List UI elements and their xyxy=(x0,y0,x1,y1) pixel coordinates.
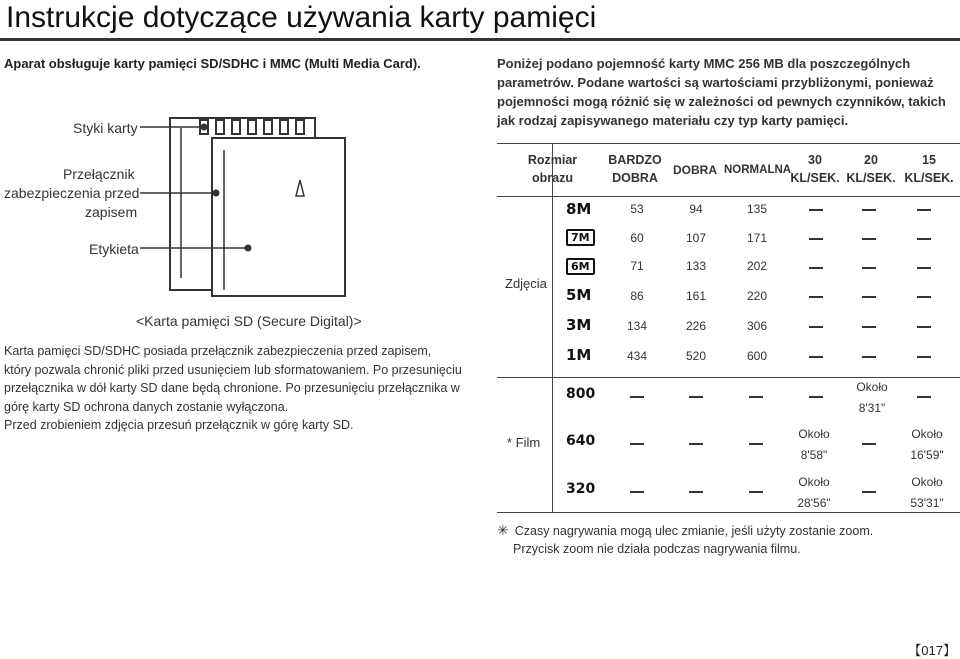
label-label: Etykieta xyxy=(89,241,139,257)
asterisk-icon: ✳ xyxy=(497,522,509,538)
header-bardzo-dobra: BARDZO DOBRA xyxy=(608,153,662,185)
cell: 226 xyxy=(685,319,707,333)
size-1m-icon: 1M xyxy=(566,346,592,364)
size-7m-icon: 7M xyxy=(566,229,595,246)
film-640-icon: 640 xyxy=(566,433,596,449)
card-caption: <Karta pamięci SD (Secure Digital)> xyxy=(136,313,362,329)
label-switch-1: Przełącznik xyxy=(63,166,135,182)
cell: 60 xyxy=(630,231,644,245)
paragraph-line: Przed zrobieniem zdjęcia przesuń przełącznik w górę karty SD. xyxy=(4,418,354,432)
page-title: Instrukcje dotyczące używania karty pamięci xyxy=(6,1,597,34)
header-size: Rozmiar obrazu xyxy=(527,153,578,185)
cell: 135 xyxy=(746,202,768,216)
header-20fps: 20 KL/SEK. xyxy=(846,153,896,185)
cell: Około 8'58" xyxy=(798,427,830,462)
cell: 86 xyxy=(630,289,644,303)
cell: 434 xyxy=(626,349,648,363)
label-contacts: Styki karty xyxy=(73,120,138,136)
cell: Około 16'59" xyxy=(910,427,944,462)
film-320-icon: 320 xyxy=(566,481,596,497)
left-intro: Aparat obsługuje karty pamięci SD/SDHC i MMC (Multi Media Card). xyxy=(4,56,421,71)
group-film: * Film xyxy=(507,435,541,450)
cell: Około 53'31" xyxy=(910,475,944,510)
header-15fps: 15 KL/SEK. xyxy=(904,153,954,185)
size-6m-icon: 6M xyxy=(566,258,595,275)
size-3m-icon: 3M xyxy=(566,316,592,334)
cell: 171 xyxy=(746,231,768,245)
cell: 202 xyxy=(746,259,768,273)
paragraph-line: przełącznika w dół karty SD dane będą chronione. Po przesunięciu przełącznika w xyxy=(4,381,460,395)
cell: Około 28'56" xyxy=(797,475,831,510)
label-switch-3: zapisem xyxy=(85,204,138,220)
cell: 161 xyxy=(685,289,707,303)
cell: 71 xyxy=(630,259,644,273)
paragraph-line: Karta pamięci SD/SDHC posiada przełącznik zabezpieczenia przed zapisem, xyxy=(4,344,432,358)
size-5m-icon: 5M xyxy=(566,286,592,304)
footnote: ✳ Czasy nagrywania mogą ulec zmianie, jeśli użyty zostanie zoom. Przycisk zoom nie działa podczas nagrywania filmu. xyxy=(497,522,874,556)
cell: 520 xyxy=(685,349,707,363)
right-intro: Poniżej podano pojemność karty MMC 256 MB dla poszczególnych parametrów. Podane wartości są wartościami przybliżonymi, ponieważ pojemności mogą różnić się w zależności od pewnych czynników, takich jak rodzaj zapisywanego materiału czy typ karty pamięci. xyxy=(497,56,946,128)
cell: 133 xyxy=(685,259,707,273)
cell: 53 xyxy=(630,202,644,216)
card-description xyxy=(4,342,474,435)
paragraph-line: który pozwala chronić pliki przed usunięciem lub sformatowaniem. Po przesunięciu xyxy=(4,362,462,377)
cell: 107 xyxy=(685,231,707,245)
film-800-icon: 800 xyxy=(566,386,596,402)
cell: 134 xyxy=(626,319,648,333)
page-number: 【017】 xyxy=(908,643,956,658)
cell: 600 xyxy=(746,349,768,363)
header-dobra: DOBRA xyxy=(673,163,717,177)
cell: Około 8'31" xyxy=(856,380,888,415)
sd-card-illustration xyxy=(0,100,480,320)
label-switch-2: zabezpieczenia przed xyxy=(4,185,140,201)
title-rule xyxy=(0,38,960,41)
cell: 220 xyxy=(746,289,768,303)
cell: 94 xyxy=(689,202,703,216)
cell: 306 xyxy=(746,319,768,333)
paragraph-line: górę karty SD ochrona danych zostanie wyłączona. xyxy=(4,399,289,414)
group-photos: Zdjęcia xyxy=(505,276,547,291)
header-30fps: 30 KL/SEK. xyxy=(790,153,840,185)
size-8m-icon: 8M xyxy=(566,200,592,218)
header-normalna: NORMALNA xyxy=(724,164,792,176)
